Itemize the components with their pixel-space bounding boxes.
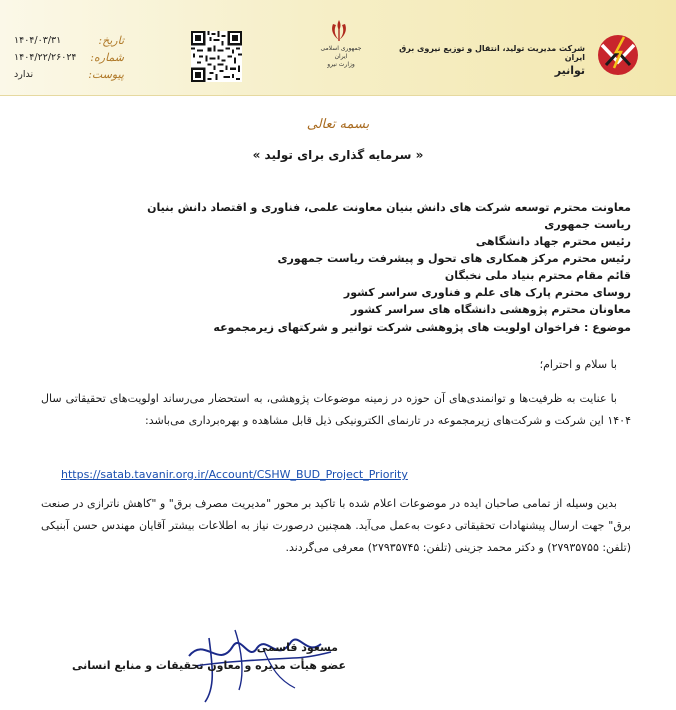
ministry-caption: [318, 45, 364, 69]
recipient-line: قائم مقام محترم بنیاد ملی نخبگان: [444, 269, 631, 282]
date-value: ۱۴۰۴/۰۳/۳۱: [14, 35, 62, 46]
company-name-line2: توانیر: [554, 64, 585, 77]
ministry-line2: وزارت نیرو: [327, 61, 355, 68]
qr-code-icon: [191, 31, 242, 82]
letter-meta: [14, 34, 124, 85]
year-slogan: « سرمایه گذاری برای تولید »: [252, 148, 424, 162]
priority-portal-link[interactable]: https://satab.tavanir.org.ir/Account/CSHW_BUD_Project_Priority: [61, 468, 408, 481]
iran-emblem-icon: [326, 18, 352, 44]
greeting-line: با سلام و احترام؛: [539, 358, 617, 371]
number-value: ۱۴۰۴/۲۲/۲۶۰۲۴: [14, 52, 77, 63]
signatory-title: عضو هیأت مدیره و معاون تحقیقات و منابع انسانی: [72, 659, 346, 672]
recipient-line: روسای محترم پارک های علم و فناوری سراسر کشور: [343, 286, 631, 299]
recipient-line: معاونان محترم پژوهشی دانشگاه های سراسر کشور: [350, 303, 631, 316]
attachment-row: [14, 68, 124, 85]
date-row: [14, 34, 124, 51]
subject-line: موضوع : فراخوان اولویت های پژوهشی شرکت توانیر و شرکتهای زیرمجموعه: [213, 321, 631, 334]
body-paragraph-1: با عنایت به ظرفیت‌ها و توانمندی‌های آن حوزه در زمینه موضوعات پژوهشی، به استحضار می‌رساند اولویت‌های تحقیقاتی سال ۱۴۰۴ این شرکت و شرکت‌های زیرمجموعه در تارنمای الکترونیکی ذیل قابل مشاهده و بهره‌برداری می‌باشد:: [41, 392, 631, 427]
attachment-label: پیوست:: [88, 68, 124, 81]
basmala-heading: بسمه تعالی: [306, 117, 370, 132]
header-divider: [0, 95, 676, 96]
number-row: [14, 51, 124, 68]
body-paragraph-2: بدین وسیله از تمامی صاحبان ایده در موضوعات اعلام شده با تاکید بر محور "مدیریت مصرف برق" و "کاهش ناترازی در صنعت برق" جهت ارسال پیشنهادات تحقیقاتی دعوت به‌عمل می‌آید. همچنین درصورت نیاز به اطلاعات بیشتر آقایان مهندس حسن آبنیکی (تلفن: ۲۷۹۳۵۷۵۵) و دکتر محمد جزینی (تلفن: ۲۷۹۳۵۷۴۵) معرفی می‌گردند.: [41, 497, 631, 554]
attachment-value: ندارد: [14, 69, 34, 80]
recipient-line: رئیس محترم جهاد دانشگاهی: [475, 235, 631, 248]
recipient-list: [111, 199, 631, 318]
recipient-line: رئیس محترم مرکز همکاری های تحول و پیشرفت ریاست جمهوری: [277, 252, 631, 265]
date-label: تاریخ:: [98, 34, 124, 47]
tavanir-logo-icon: [588, 32, 648, 78]
number-label: شماره:: [90, 51, 124, 64]
company-name-line1: شرکت مدیریت تولید، انتقال و توزیع نیروی برق ایران: [399, 44, 585, 62]
signatory-name: مسعود قاسمی: [256, 641, 338, 654]
recipient-line: معاونت محترم توسعه شرکت های دانش بنیان معاونت علمی، فناوری و اقتصاد دانش بنیان ریاست جمهوری: [147, 201, 631, 231]
ministry-line1: جمهوری اسلامی ایران: [320, 45, 362, 60]
company-name: [395, 44, 585, 77]
